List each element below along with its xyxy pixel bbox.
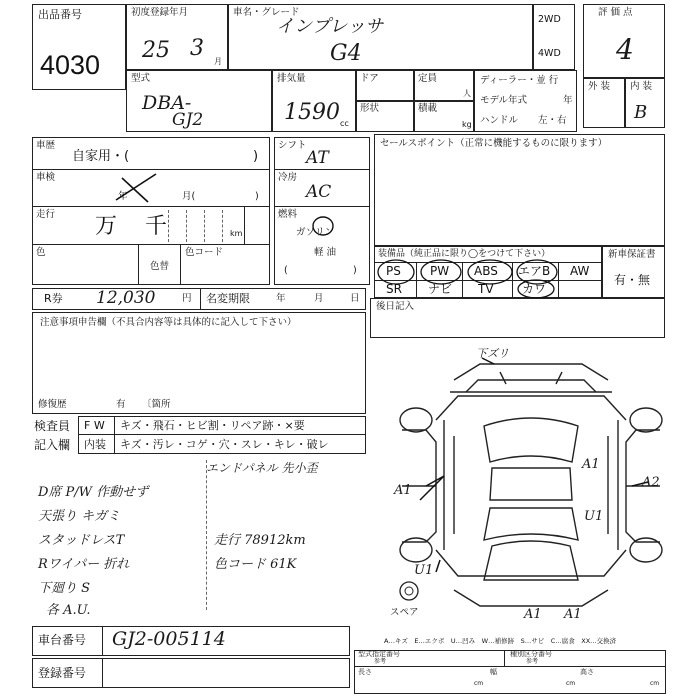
inspection-month: 月( [182,191,196,202]
car-name-label: 車名・グレード [233,7,300,18]
mileage-label: 走行 [36,209,56,220]
inspection-close: ) [255,191,259,202]
class-number-label: 種別区分番号 [510,650,552,658]
history-close: ) [253,149,259,164]
diagram-mark-u1-right: U1 [584,509,604,524]
displacement-value: 1590 [284,100,340,125]
color-change-label: 色替 [150,261,170,272]
mileage-unit: km [230,229,243,238]
fuel-gasoline: ガソリン [296,227,335,238]
note-underbody: 下廻り S [38,581,91,596]
repair-section: 〔箇所 [142,399,171,410]
type-number-label: 型式指定番号 [358,650,400,658]
interior-label: 内 装 [630,81,653,92]
equipment-leather: カワ [522,282,547,296]
warranty-label: 新車保証書 [608,249,656,260]
note-power-window: D席 P/W 作動せず [38,485,149,500]
note-headliner: 天張り キガミ [38,509,121,524]
note-studless: スタッドレスT [38,533,125,548]
name-change-label: 名変期限 [206,292,250,305]
fuel-label: 燃料 [278,209,298,220]
name-change-day: 日 [350,293,360,304]
spare-circle-icon [398,580,420,602]
fw-label: F W [84,419,105,432]
equipment-airbag: エアB [518,264,551,278]
history-value: 自家用・( [72,149,130,164]
class-number-sub: 参考 [526,658,539,665]
model-value-1: DBA- [142,92,192,114]
type-number-sub: 参考 [374,658,387,665]
chassis-value: GJ2-005114 [112,628,226,650]
interior-score: B [634,102,648,123]
height-cm: cm [650,680,660,687]
diagram-top-label: 下ズリ [476,347,509,360]
first-registration-year: 25 [142,38,170,63]
damage-legend: A…キズ E…エクボ U…凹み W…補修跡 S…サビ C…腐食 XX…交換済 [384,637,617,645]
length-cm: cm [474,680,484,687]
mileage-sen: 千 [145,214,168,239]
lot-label: 出品番号 [38,8,82,21]
car-name-value: インプレッサ [276,16,384,37]
model-year-label: モデル年式 [480,95,528,106]
lot-number: 4030 [40,50,101,80]
fuel-paren-close: ) [353,265,357,276]
shape-label: 形状 [360,103,380,114]
drive-2wd: 2WD [538,14,561,25]
equipment-ps: PS [386,264,401,278]
diagram-mark-a1-left: A1 [394,483,412,498]
repair-label: 修復歴 [38,399,67,410]
equipment-tv: TV [478,282,494,296]
equipment-navi: ナビ [428,282,453,296]
fuel-diesel: 軽 油 [314,247,337,258]
score-label: 評 価 点 [598,7,633,18]
equipment-sr: SR [386,282,402,296]
first-registration-label: 初度登録年月 [131,7,189,18]
inspection-label: 車検 [36,172,56,183]
recycle-unit: 円 [182,293,192,304]
exterior-label: 外 装 [588,81,611,92]
repair-value: 有 [116,399,126,410]
handle-options: 左・右 [538,115,567,126]
note-color-code: 色コード 61K [214,557,297,572]
recycle-label: R券 [44,292,63,305]
equipment-pw: PW [430,264,450,278]
chassis-label: 車台番号 [38,633,87,647]
sales-point-label: セールスポイント（正常に機能するものに限ります） [380,138,608,149]
after-fit-block [370,298,665,338]
shift-label: シフト [278,140,307,151]
recycle-value: 12,030 [96,288,156,308]
equipment-circle-marks [374,254,564,300]
handle-label: ハンドル [480,115,519,126]
ac-value: AC [306,182,332,202]
score-value: 4 [616,33,634,66]
diagram-mark-u1-left: U1 [414,563,434,578]
model-year-unit: 年 [563,95,573,106]
grade-value: G4 [330,41,362,66]
mileage-man: 万 [95,214,118,239]
door-label: ドア [360,73,379,84]
registration-label: 登録番号 [38,666,87,680]
sales-point-block [374,134,665,246]
car-damage-diagram [396,347,666,620]
equipment-label: 装備品（純正品に限り◯をつけて下さい） [378,249,551,259]
diagram-mark-a2: A2 [642,475,660,490]
load-label: 積載 [418,103,438,114]
warranty-value: 有・無 [614,273,651,287]
dealer-label: ディーラー・並 行 [480,75,559,86]
notes-label: 注意事項申告欄（不具合内容等は具体的に記入して下さい） [40,317,297,328]
equipment-aw: AW [570,264,590,278]
color-label: 色 [36,247,46,258]
diagram-mark-a1-rear-right: A1 [564,607,582,622]
capacity-unit: 人 [463,89,471,98]
inspector-label: 検査員 [34,419,71,433]
load-unit: kg [462,120,472,129]
ac-label: 冷房 [278,172,298,183]
length-label: 長さ [358,668,372,676]
height-label: 高さ [580,668,594,676]
inspector-interior-items: キズ・汚レ・コゲ・穴・スレ・キレ・破レ [120,438,329,451]
equipment-abs: ABS [474,264,498,278]
name-change-month: 月 [314,293,324,304]
note-end-panel: エンドパネル 先小歪 [206,461,318,475]
write-label: 記入欄 [34,438,71,452]
model-value-2: GJ2 [172,110,204,130]
diagram-mark-a1-right: A1 [582,457,600,472]
shift-value: AT [306,148,329,168]
after-fit-label: 後日記入 [376,301,415,312]
color-code-label: 色コード [185,247,224,258]
month-unit: 月 [214,57,222,66]
displacement-label: 排気量 [277,73,306,84]
displacement-unit: cc [340,119,349,128]
drive-4wd: 4WD [538,48,561,59]
note-each-au: 各 A.U. [46,603,91,618]
note-mileage: 走行 78912km [214,533,306,548]
capacity-label: 定員 [418,73,438,84]
width-label: 幅 [490,668,497,676]
inspection-year: 年 [118,191,128,202]
inspection-cross-mark [112,170,162,206]
fuel-paren-open: ( [284,265,288,276]
name-change-year: 年 [276,293,286,304]
width-cm: cm [566,680,576,687]
fw-items: キズ・飛石・ヒビ割・リペア跡・×要 [120,419,305,432]
history-label: 車歴 [36,140,56,151]
diagram-mark-a1-rear-left: A1 [524,607,542,622]
model-label: 型式 [131,73,151,84]
note-wiper: Rワイパー 折れ [38,557,130,572]
fuel-circle-mark [310,214,336,238]
first-registration-month: 3 [190,36,204,61]
spare-label: スペア [390,607,419,618]
inspector-interior-label: 内装 [84,438,106,451]
